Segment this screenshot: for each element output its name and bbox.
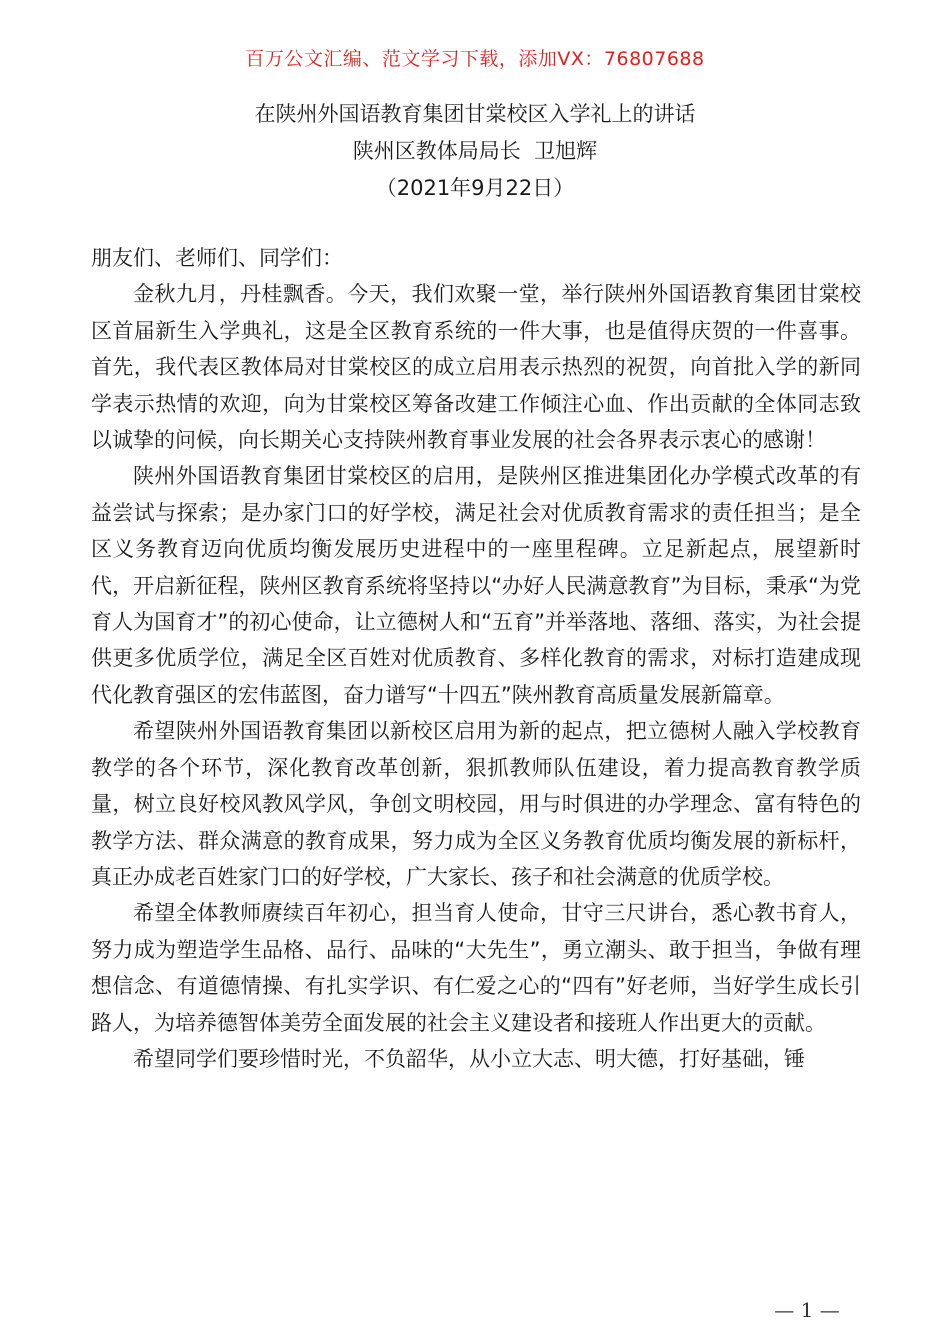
header-banner: 百万公文汇编、范文学习下载，添加VX：76807688 — [245, 48, 705, 70]
paragraph: 陕州外国语教育集团甘棠校区的启用，是陕州区推进集团化办学模式改革的有益尝试与探索；是办家门口的好学校，满足社会对优质教育需求的责任担当；是全区义务教育迈向优质均衡发展历史进程中的一座里程碑。立足新起点，展望新时代，开启新征程，陕州区教育系统将坚持以“办好人民满意教育”为目标，秉承“为党育人为国育才”的初心使命，让立德树人和“五育”并举落地、落细、落实，为社会提供更多优质学位，满足全区百姓对优质教育、多样化教育的需求，对标打造建成现代化教育强区的宏伟蓝图，奋力谱写“十四五”陕州教育高质量发展新篇章。 — [91, 464, 861, 707]
paragraph: 金秋九月，丹桂飘香。今天，我们欢聚一堂，举行陕州外国语教育集团甘棠校区首届新生入学典礼，这是全区教育系统的一件大事，也是值得庆贺的一件喜事。首先，我代表区教体局对甘棠校区的成立启用表示热烈的祝贺，向首批入学的新同学表示热情的欢迎，向为甘棠校区筹备改建工作倾注心血、作出贡献的全体同志致以诚挚的问候，向长期关心支持陕州教育事业发展的社会各界表示衷心的感谢！ — [91, 282, 861, 453]
page-number: — 1 — — [774, 1298, 840, 1322]
speech-title: 在陕州外国语教育集团甘棠校区入学礼上的讲话 — [254, 102, 696, 126]
speech-date: （2021年9月22日） — [375, 176, 575, 200]
speech-body — [91, 240, 861, 1077]
paragraph: 希望同学们要珍惜时光，不负韶华，从小立大志、明大德，打好基础，锤 — [133, 1046, 805, 1071]
paragraph: 希望陕州外国语教育集团以新校区启用为新的起点，把立德树人融入学校教育教学的各个环节，深化教育改革创新，狠抓教师队伍建设，着力提高教育教学质量，树立良好校风教风学风，争创文明校园，用与时俱进的办学理念、富有特色的教学方法、群众满意的教育成果，努力成为全区义务教育优质均衡发展的新标杆，真正办成老百姓家门口的好学校，广大家长、孩子和社会满意的优质学校。 — [91, 719, 861, 889]
salutation: 朋友们、老师们、同学们： — [91, 246, 343, 270]
document-title-block — [0, 96, 950, 207]
paragraph: 希望全体教师赓续百年初心，担当育人使命，甘守三尺讲台，悉心教书育人，努力成为塑造学生品格、品行、品味的“大先生”，勇立潮头、敢于担当，争做有理想信念、有道德情操、有扎实学识、有仁爱之心的“四有”好老师，当好学生成长引路人，为培养德智体美劳全面发展的社会主义建设者和接班人作出更大的贡献。 — [91, 901, 861, 1035]
speaker-line: 陕州区教体局局长 卫旭辉 — [352, 139, 598, 163]
